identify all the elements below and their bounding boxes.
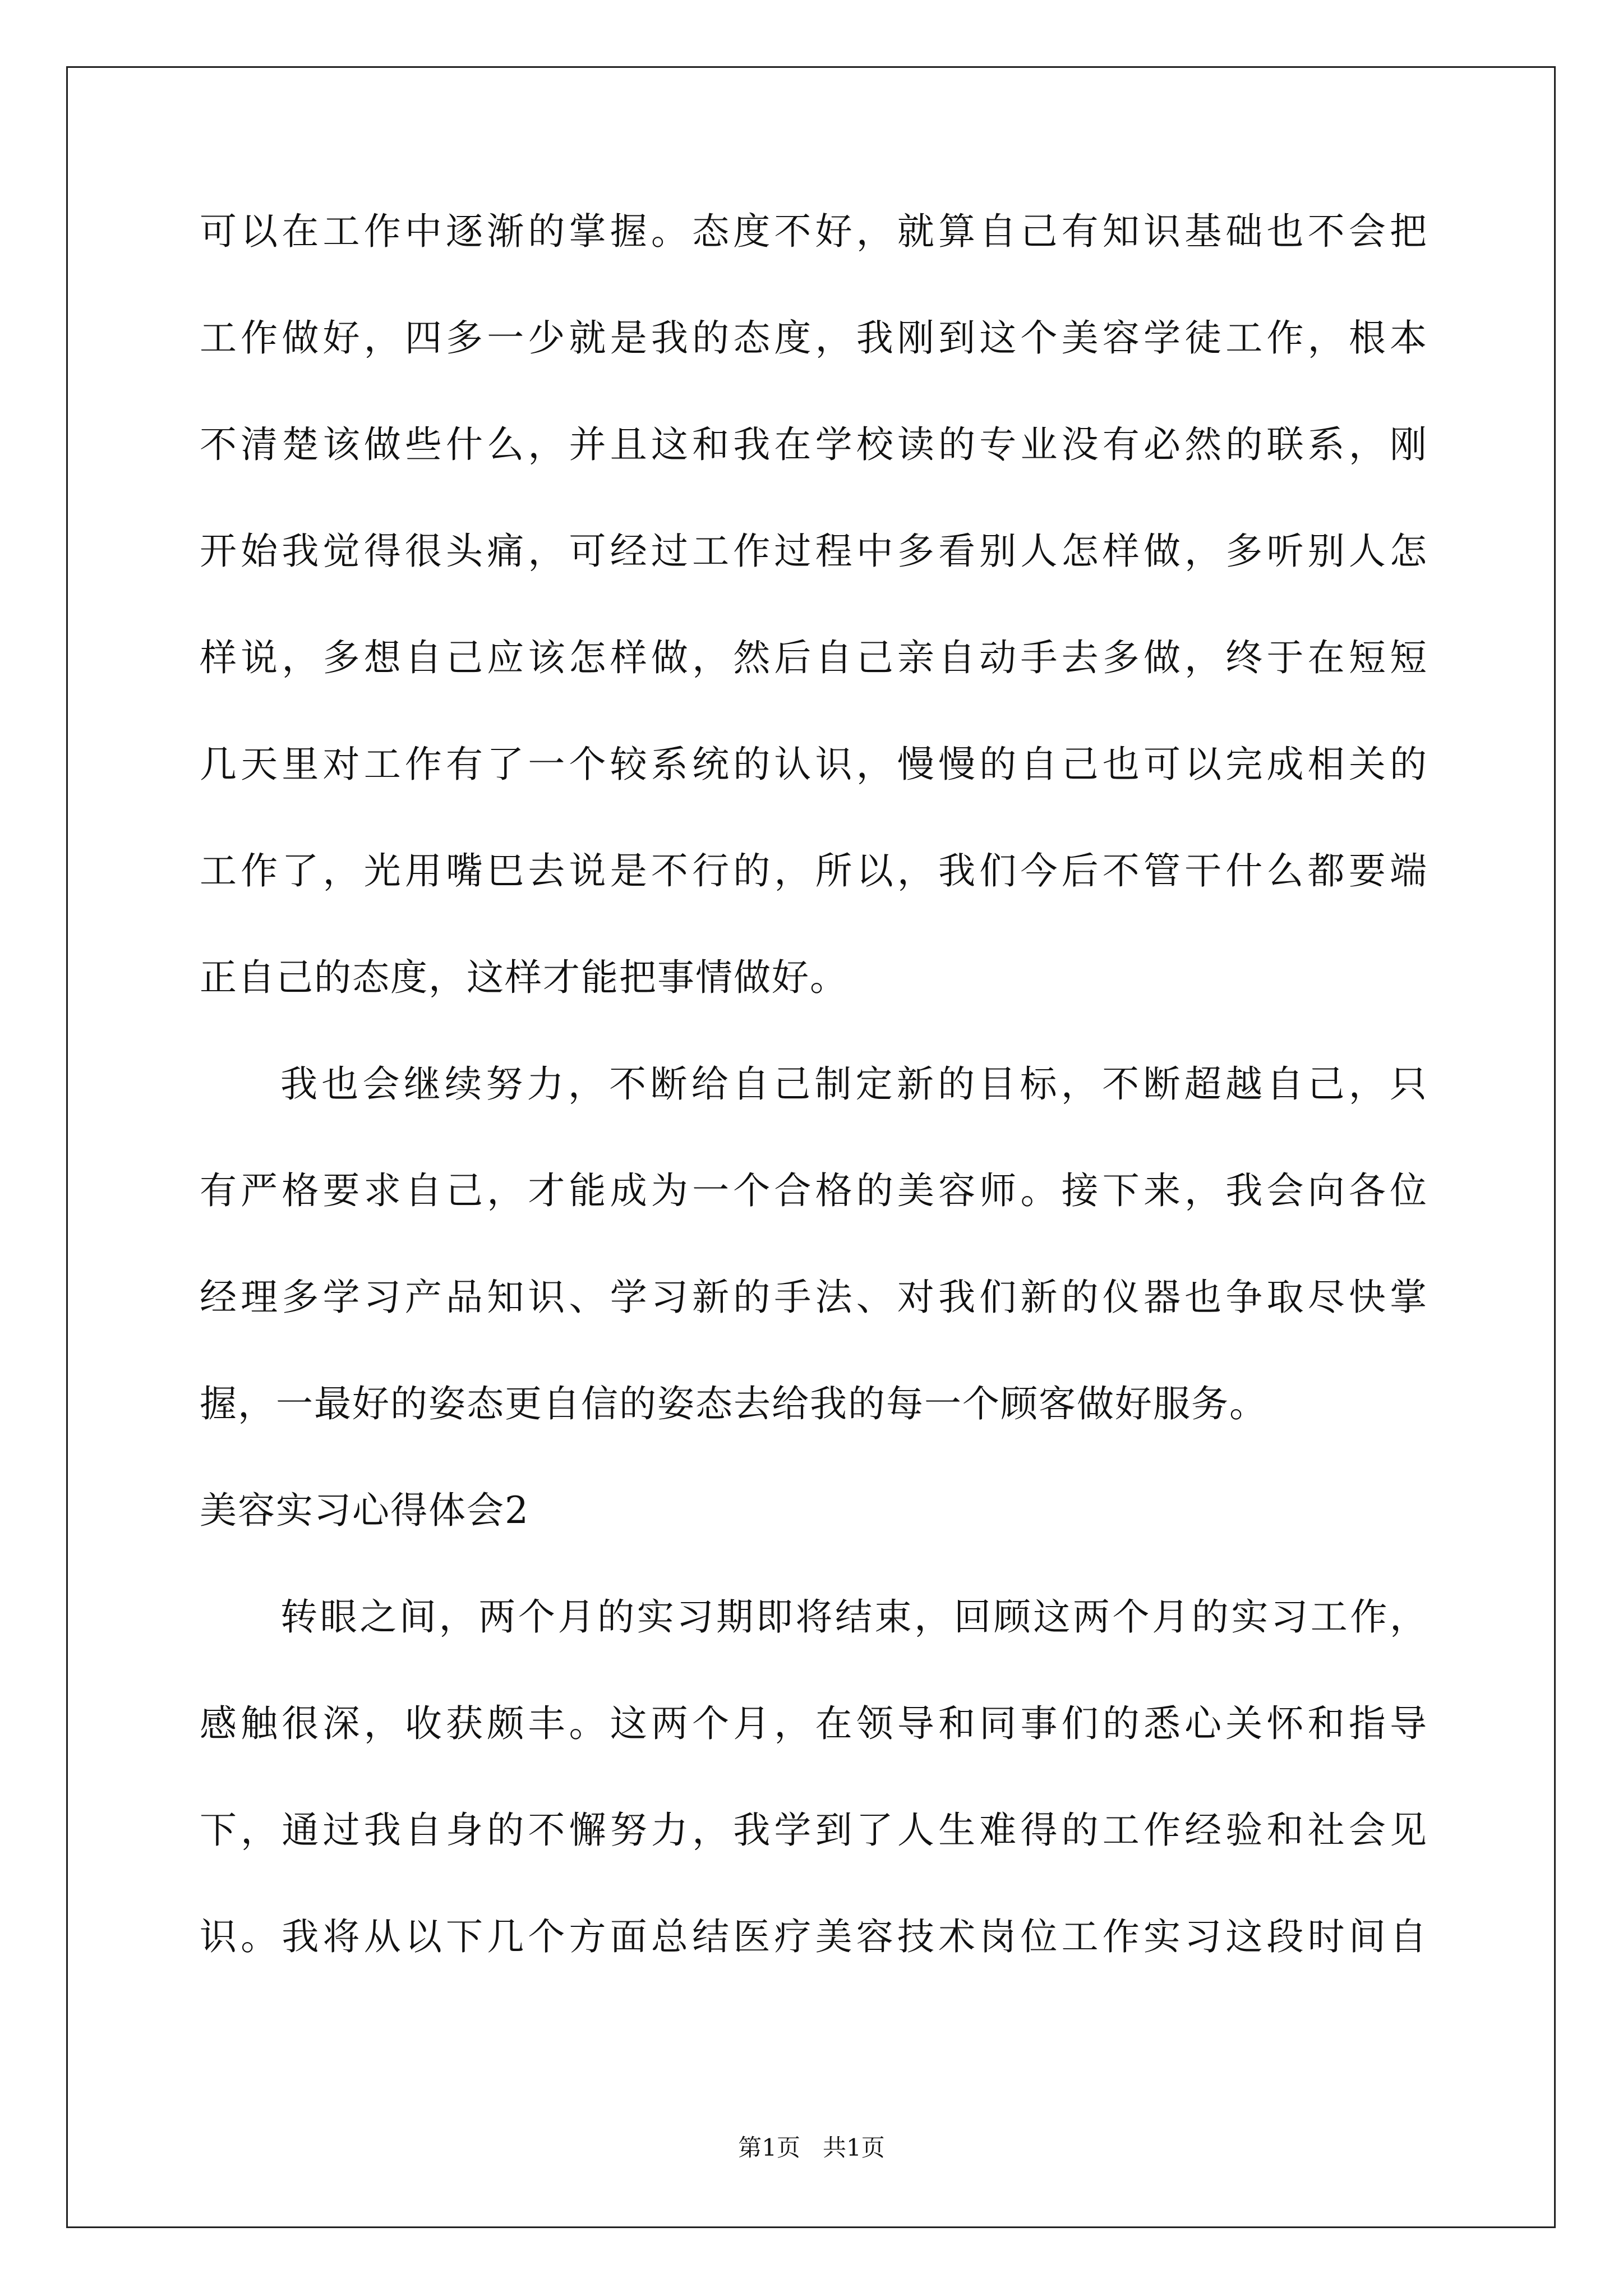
text-line: 经理多学习产品知识、学习新的手法、对我们新的仪器也争取尽快掌 <box>200 1276 1428 1319</box>
text-line: 有严格要求自己，才能成为一个合格的美容师。接下来，我会向各位 <box>200 1169 1428 1212</box>
paragraph-first-line: 我也会继续努力，不断给自己制定新的目标，不断超越自己，只 <box>280 1062 1428 1106</box>
text-line: 样说，多想自己应该怎样做，然后自己亲自动手去多做，终于在短短 <box>200 636 1428 679</box>
text-line: 工作做好，四多一少就是我的态度，我刚到这个美容学徒工作，根本 <box>200 316 1428 360</box>
section-heading: 美容实习心得体会2 <box>200 1489 529 1532</box>
text-line: 几天里对工作有了一个较系统的认识，慢慢的自己也可以完成相关的 <box>200 743 1428 786</box>
paragraph-first-line: 转眼之间，两个月的实习期即将结束，回顾这两个月的实习工作， <box>280 1595 1428 1639</box>
text-line: 可以在工作中逐渐的掌握。态度不好，就算自己有知识基础也不会把 <box>200 210 1428 253</box>
page-number: 第1页 共1页 <box>738 2134 885 2161</box>
text-line: 感触很深，收获颇丰。这两个月，在领导和同事们的悉心关怀和指导 <box>200 1702 1428 1745</box>
text-line: 握，一最好的姿态更自信的姿态去给我的每一个顾客做好服务。 <box>200 1382 1267 1425</box>
text-line: 正自己的态度，这样才能把事情做好。 <box>200 956 848 999</box>
text-line: 识。我将从以下几个方面总结医疗美容技术岗位工作实习这段时间自 <box>200 1915 1428 1958</box>
page-border <box>66 66 1556 2228</box>
text-line: 不清楚该做些什么，并且这和我在学校读的专业没有必然的联系，刚 <box>200 423 1428 466</box>
text-line: 工作了，光用嘴巴去说是不行的，所以，我们今后不管干什么都要端 <box>200 849 1428 892</box>
text-line: 下，通过我自身的不懈努力，我学到了人生难得的工作经验和社会见 <box>200 1809 1428 1852</box>
text-line: 开始我觉得很头痛，可经过工作过程中多看别人怎样做，多听别人怎 <box>200 530 1428 573</box>
